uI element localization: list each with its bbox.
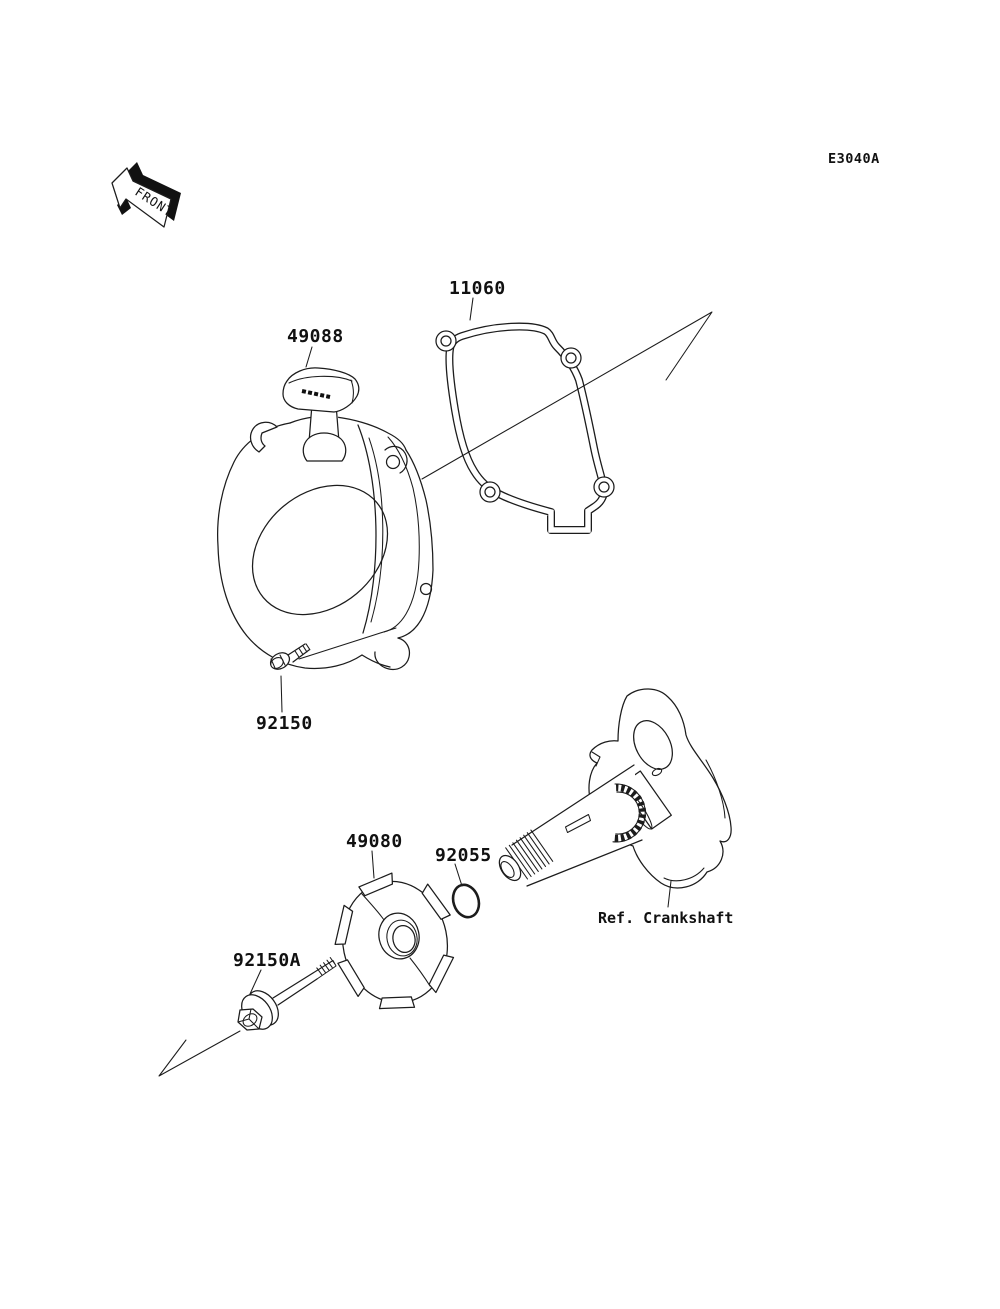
starter-handle [283, 368, 359, 461]
part-label-49080: 49080 [346, 831, 403, 852]
part-label-crankshaft: Ref. Crankshaft [598, 909, 734, 927]
recoil-starter-part [218, 368, 433, 670]
pulley-tabs [335, 873, 453, 1009]
gasket-part [436, 327, 614, 530]
part-label-11060: 11060 [449, 278, 506, 299]
part-label-92150A: 92150A [233, 950, 302, 971]
starter-pulley-part [331, 872, 458, 1013]
assembly-arrow-lower [159, 1031, 240, 1076]
part-label-49088: 49088 [287, 326, 344, 347]
crankshaft-part [495, 689, 731, 888]
part-label-92150: 92150 [256, 713, 313, 734]
o-ring-part [449, 881, 483, 920]
part-label-92055: 92055 [435, 845, 492, 866]
front-label: FRONT [132, 183, 177, 220]
diagram-code-label: E3040A [828, 151, 880, 167]
front-direction-arrow [112, 162, 181, 227]
